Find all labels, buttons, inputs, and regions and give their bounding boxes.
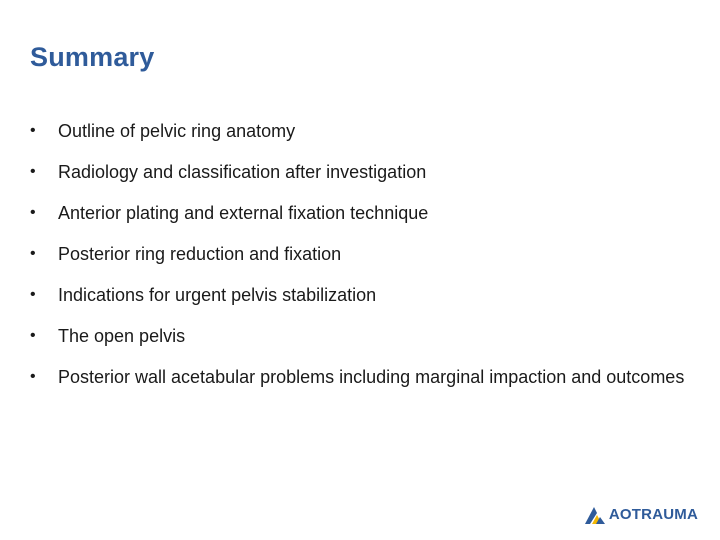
logo-trauma-text: TRAUMA (631, 506, 698, 523)
bullet-item (30, 325, 690, 347)
bullet-marker: • (30, 245, 36, 262)
ao-trauma-logo (585, 504, 698, 526)
bullet-text: Posterior wall acetabular problems including marginal impaction and outcomes (58, 367, 685, 387)
bullet-text: Posterior ring reduction and fixation (58, 244, 342, 264)
bullet-marker: • (30, 163, 36, 180)
logo-wordmark (609, 506, 698, 524)
bullet-list (30, 120, 690, 407)
bullet-text: Radiology and classification after investigation (58, 162, 427, 182)
bullet-item (30, 243, 690, 265)
bullet-marker: • (30, 122, 36, 139)
bullet-text: Outline of pelvic ring anatomy (58, 121, 296, 141)
bullet-text: Indications for urgent pelvis stabilization (58, 285, 377, 305)
logo-ao-text: AO (608, 506, 632, 523)
bullet-item (30, 366, 690, 388)
ao-logo-icon (585, 506, 605, 524)
bullet-marker: • (30, 204, 36, 221)
bullet-text: The open pelvis (58, 326, 186, 346)
bullet-item (30, 202, 690, 224)
bullet-marker: • (30, 327, 36, 344)
bullet-text: Anterior plating and external fixation technique (58, 203, 429, 223)
bullet-marker: • (30, 368, 36, 385)
bullet-marker: • (30, 286, 36, 303)
bullet-item (30, 161, 690, 183)
slide-title: Summary (30, 42, 155, 72)
bullet-item (30, 120, 690, 142)
bullet-item (30, 284, 690, 306)
